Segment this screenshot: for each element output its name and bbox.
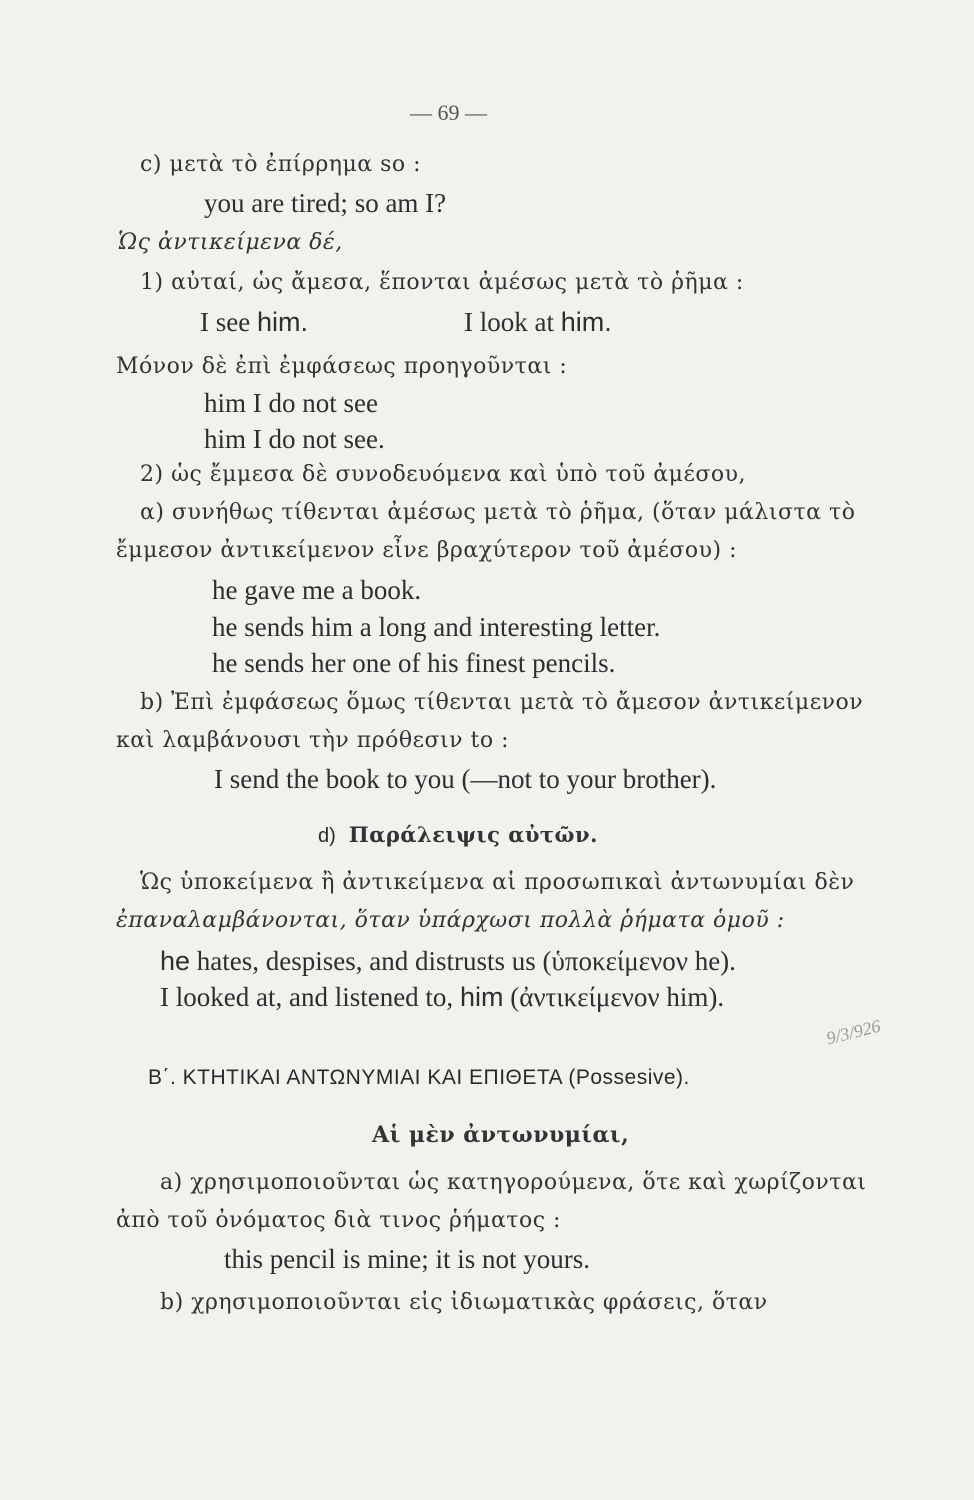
example-line: you are tired; so am I? bbox=[204, 188, 447, 218]
example-fragment: I looked at, and listened to, bbox=[160, 982, 454, 1012]
example-fragment: I see bbox=[200, 307, 251, 337]
text-line: ἔμμεσον ἀντικείμενον εἶνε βραχύτερον τοῦ ἀμέσου) : bbox=[116, 538, 737, 563]
example-fragment: I look at bbox=[464, 307, 554, 337]
text-line: Ὡς ἀντικείμενα δέ, bbox=[118, 230, 343, 255]
subsection-heading bbox=[318, 822, 598, 848]
handwritten-margin-note: 9/3/926 bbox=[824, 1015, 883, 1049]
example-line: he sends her one of his finest pencils. bbox=[212, 648, 616, 678]
example-fragment: (ἀντικείμενον him). bbox=[510, 982, 725, 1012]
example-line bbox=[160, 982, 724, 1013]
example-fragment: hates, despises, and distrusts us (ὑποκείμενον he). bbox=[196, 946, 736, 976]
text-line: 1) αὐταί, ὡς ἄμεσα, ἕπονται ἀμέσως μετὰ τὸ ῥῆμα : bbox=[140, 270, 744, 295]
text-line: Μόνον δὲ ἐπὶ ἐμφάσεως προηγοῦνται : bbox=[116, 354, 568, 379]
example-line: this pencil is mine; it is not yours. bbox=[224, 1244, 590, 1274]
text-line: a) χρησιμοποιοῦνται ὡς κατηγορούμενα, ὅτε καὶ χωρίζονται bbox=[160, 1170, 867, 1195]
subsection-marker: d) bbox=[318, 825, 336, 847]
text-line: 2) ὡς ἔμμεσα δὲ συνοδευόμενα καὶ ὑπὸ τοῦ ἀμέσου, bbox=[140, 462, 746, 487]
text-line: Ὡς ὑποκείμενα ἢ ἀντικείμενα αἱ προσωπικαὶ ἀντωνυμίαι δὲν bbox=[140, 870, 855, 895]
text-line: καὶ λαμβάνουσι τὴν πρόθεσιν to : bbox=[116, 728, 510, 753]
subsection-title: Παράλειψις αὐτῶν. bbox=[348, 822, 598, 847]
section-heading: Β΄. ΚΤΗΤΙΚΑΙ ΑΝΤΩΝΥΜΙΑΙ ΚΑΙ ΕΠΙΘΕΤΑ (Possesive). bbox=[148, 1066, 690, 1089]
text-line: b) Ἐπὶ ἐμφάσεως ὅμως τίθενται μετὰ τὸ ἄμεσον ἀντικείμενον bbox=[140, 690, 864, 715]
example-emphasis: him. bbox=[560, 307, 612, 337]
example-emphasis: him. bbox=[256, 307, 308, 337]
example-emphasis: he bbox=[160, 946, 191, 976]
text-line: c) μετὰ τὸ ἐπίρρημα so : bbox=[140, 152, 422, 177]
example-line bbox=[160, 946, 736, 977]
text-line: α) συνήθως τίθενται ἀμέσως μετὰ τὸ ῥῆμα, (ὅταν μάλιστα τὸ bbox=[140, 500, 856, 525]
example-line bbox=[464, 307, 612, 338]
text-line: ἀπὸ τοῦ ὀνόματος διὰ τινος ῥήματος : bbox=[116, 1208, 561, 1233]
example-line: him I do not see bbox=[204, 388, 378, 418]
example-line: he gave me a book. bbox=[212, 575, 422, 605]
text-line: ἐπαναλαμβάνονται, ὅταν ὑπάρχωσι πολλὰ ῥήματα ὁμοῦ : bbox=[116, 908, 785, 933]
example-line: he sends him a long and interesting letter. bbox=[212, 612, 661, 642]
page-number: — 69 — bbox=[410, 100, 487, 125]
subsection-title: Αἱ μὲν ἀντωνυμίαι, bbox=[372, 1122, 630, 1148]
example-line: him I do not see. bbox=[204, 424, 385, 454]
example-line bbox=[200, 307, 308, 338]
example-emphasis: him bbox=[459, 982, 504, 1012]
text-line: b) χρησιμοποιοῦνται εἰς ἰδιωματικὰς φράσεις, ὅταν bbox=[160, 1290, 768, 1315]
example-line: I send the book to you (—not to your brother). bbox=[214, 764, 717, 794]
